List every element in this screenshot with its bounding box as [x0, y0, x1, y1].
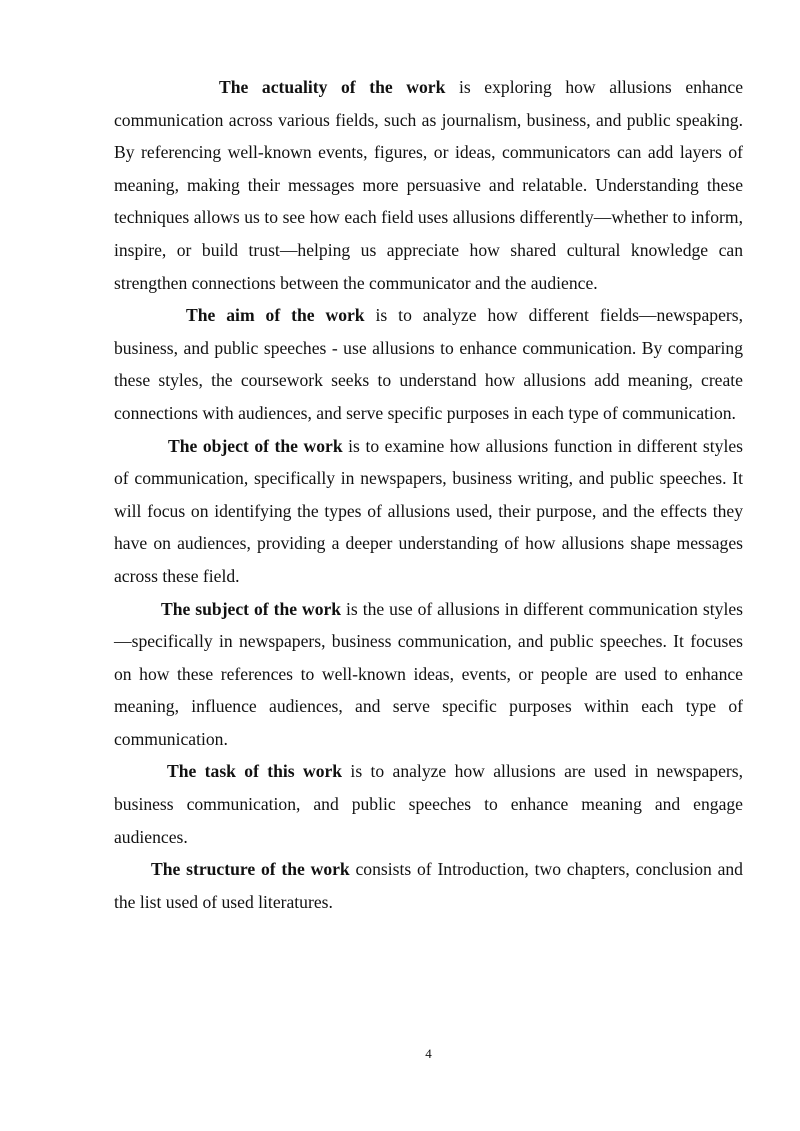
heading-structure: The structure of the work [151, 859, 350, 880]
paragraph-aim [114, 299, 743, 429]
heading-aim: The aim of the work [186, 305, 365, 326]
page-number: 4 [425, 1046, 432, 1061]
text-subject: is the use of allusions in different communication styles—specifically in newspapers, business communication, and public speeches. It focuses on how these references to well-known ideas, events, or people are used to enhance meaning, influence audiences, and serve specific purposes within each type of communication. [114, 598, 743, 749]
heading-subject: The subject of the work [161, 598, 342, 619]
text-actuality: is exploring how allusions enhance communication across various fields, such as journalism, business, and public speaking. By referencing well-known events, figures, or ideas, communicators can add layers of meaning, making their messages more persuasive and relatable. Understanding these techniques allows us to see how each field uses allusions differently—whether to inform, inspire, or build trust—helping us appreciate how shared cultural knowledge can strengthen connections between the communicator and the audience. [114, 77, 744, 293]
heading-object: The object of the work [168, 435, 343, 456]
heading-actuality: The actuality of the work [219, 77, 446, 97]
paragraph-subject [114, 593, 743, 756]
text-task: is to analyze how allusions are used in newspapers, business communication, and public speeches to enhance meaning and engage audiences. [114, 761, 743, 847]
paragraph-structure [114, 853, 743, 918]
text-structure: consists of Introduction, two chapters, conclusion and the list used of used literatures. [114, 859, 743, 912]
heading-task: The task of this work [167, 761, 343, 782]
document-page [114, 71, 743, 918]
paragraph-task [114, 755, 743, 853]
text-aim: is to analyze how different fields—newspapers, business, and public speeches - use allusions to enhance communication. By comparing these styles, the coursework seeks to understand how allusions add meaning, create connections with audiences, and serve specific purposes in each type of communication. [114, 305, 744, 423]
text-object: is to examine how allusions function in different styles of communication, specifically in newspapers, business writing, and public speeches. It will focus on identifying the types of allusions used, their purpose, and the effects they have on audiences, providing a deeper understanding of how allusions shape messages across these field. [114, 435, 743, 586]
paragraph-object [114, 430, 743, 593]
paragraph-actuality [114, 71, 743, 299]
